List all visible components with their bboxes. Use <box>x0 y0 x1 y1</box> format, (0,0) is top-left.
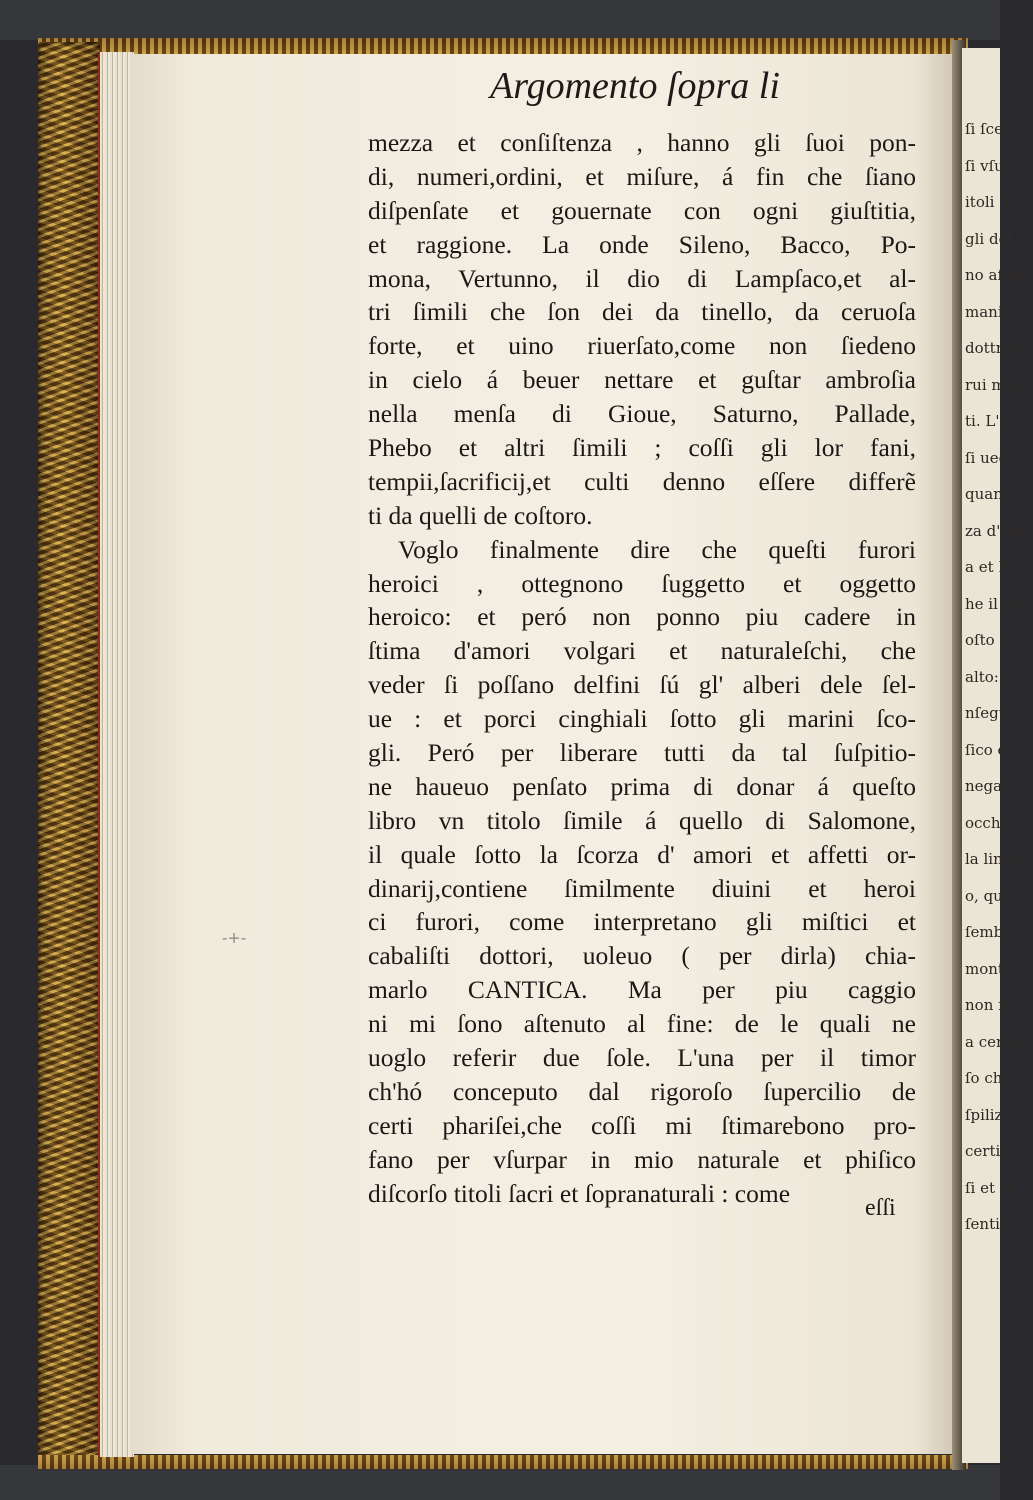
text-line: Phebo et altri ſimili ; coſſi gli lor fani, <box>368 433 916 463</box>
gilt-binding-spine <box>38 42 100 1467</box>
catchword: eſſi <box>865 1195 896 1221</box>
next-page-text-fragment: ſi uede <box>965 448 1018 467</box>
next-page-text-fragment: dottrina <box>965 339 1027 357</box>
text-line: fano per vſurpar in mio naturale et phiſico <box>368 1144 916 1174</box>
body-text <box>368 126 916 1211</box>
right-page-fragment <box>962 48 1033 1463</box>
text-line: heroico: et peró non ponno piu cadere in <box>368 602 916 632</box>
text-line: ci furori, come interpretano gli miſtici et <box>368 907 916 937</box>
text-line: ti da quelli de coſtoro. <box>368 500 593 530</box>
next-page-text-fragment: la lingu <box>965 850 1023 868</box>
next-page-text-fragment: manifeſt <box>965 302 1029 321</box>
running-head: Argomento ſopra li <box>490 65 780 107</box>
next-page-text-fragment: rui mal <box>965 375 1020 394</box>
text-line: et raggione. La onde Sileno, Bacco, Po- <box>368 229 916 259</box>
next-page-text-fragment: a et P <box>965 558 1009 576</box>
next-page-text-fragment: ſo che <box>965 1069 1012 1087</box>
gilt-edge-top <box>38 38 968 54</box>
text-line: libro vn titolo ſimile á quello di Salomone, <box>368 805 916 835</box>
text-line: ni mi ſono aſtenuto al fine: de le quali ne <box>368 1009 916 1039</box>
page-edges <box>98 52 134 1457</box>
text-line: nella menſa di Gioue, Saturno, Pallade, <box>368 399 916 429</box>
next-page-text-fragment: quanto <box>965 485 1018 503</box>
text-line: di, numeri,ordini, et miſure, á fin che ſiano <box>368 161 916 191</box>
backdrop-bottom <box>0 1465 1000 1500</box>
text-line: diſpenſate et gouernate con ogni giuſtitia, <box>368 195 916 225</box>
next-page-text-fragment: o, que <box>965 886 1012 905</box>
next-page-text-fragment: non ſi <box>965 996 1009 1014</box>
gilt-edge-bottom <box>38 1455 968 1469</box>
text-line: uoglo referir due ſole. L'una per il timor <box>368 1043 916 1073</box>
text-line: cabaliſti dottori, uoleuo ( per dirla) chia- <box>368 941 916 971</box>
next-page-text-fragment: he il pr <box>965 594 1020 613</box>
next-page-text-fragment: alto: p <box>965 667 1014 686</box>
next-page-text-fragment: itoli de <box>965 193 1018 211</box>
next-page-text-fragment: gli de D <box>965 229 1025 248</box>
text-line: mezza et conſiſtenza , hanno gli ſuoi pon- <box>368 128 916 157</box>
text-line: Voglo finalmente dire che queſti furori <box>398 534 916 564</box>
next-page-text-fragment: monta <box>965 959 1013 978</box>
text-line: mona, Vertunno, il dio di Lampſaco,et al- <box>368 263 916 293</box>
text-line: diſcorſo titoli ſacri et ſopranaturali : come <box>368 1178 791 1208</box>
next-page-text-fragment: ſico e c <box>965 740 1020 759</box>
next-page-text-fragment: ſembra <box>965 923 1020 941</box>
next-page-text-fragment: ti. L'al <box>965 412 1014 430</box>
text-line: in cielo á beuer nettare et guſtar ambroſia <box>368 365 916 395</box>
text-line: veder ſi poſſano delfini ſú gl' alberi dele ſel- <box>368 670 916 700</box>
backdrop-top <box>0 0 1000 40</box>
text-line: ſtima d'amori volgari et naturaleſchi, che <box>368 636 916 666</box>
next-page-text-fragment: occhi d <box>965 813 1020 832</box>
next-page-text-fragment: negato <box>965 777 1018 795</box>
next-page-text-fragment: no aſpet <box>965 266 1028 284</box>
next-page-text-fragment: certi a <box>965 1142 1014 1160</box>
text-line: il quale ſotto la ſcorza d' amori et affetti or- <box>368 839 916 869</box>
next-page-text-fragment: ſi ſcelera <box>965 120 1033 138</box>
text-line: dinarij,contiene ſimilmente diuini et heroi <box>368 873 916 903</box>
text-line: certi phariſei,che coſſi mi ſtimarebono pro- <box>368 1110 916 1140</box>
text-line: marlo CANTICA. Ma per piu caggio <box>368 975 916 1005</box>
stray-mark: -+- <box>222 928 247 947</box>
next-page-text-fragment: a cerca <box>965 1032 1021 1051</box>
next-page-text-fragment: za d'am <box>965 521 1024 540</box>
text-line: forte, et uino riuerſato,come non ſiedeno <box>368 331 916 361</box>
next-page-text-fragment: ſentime <box>965 1215 1024 1233</box>
next-page-text-fragment: ſi vſurp <box>965 156 1021 175</box>
next-page-text-fragment: oſto d <box>965 631 1010 649</box>
text-line: ch'hó conceputo dal rigoroſo ſupercilio de <box>368 1076 916 1106</box>
next-page-text-fragment: ſpiliz <box>965 1105 1003 1124</box>
next-page-text-fragment: nſegu <box>965 704 1009 722</box>
text-line: tempii,ſacrificij,et culti denno eſſere differẽ <box>368 466 916 496</box>
text-line: ue : et porci cinghiali ſotto gli marini ſco- <box>368 704 916 734</box>
text-line: gli. Peró per liberare tutti da tal ſuſpitio- <box>368 738 916 768</box>
next-page-text-fragment: ſi et tu <box>965 1178 1016 1197</box>
text-line: heroici , ottegnono ſuggetto et oggetto <box>368 568 916 598</box>
text-line: tri ſimili che ſon dei da tinello, da ceruoſa <box>368 297 916 327</box>
text-line: ne haueuo penſato prima di donar á queſto <box>368 771 916 801</box>
